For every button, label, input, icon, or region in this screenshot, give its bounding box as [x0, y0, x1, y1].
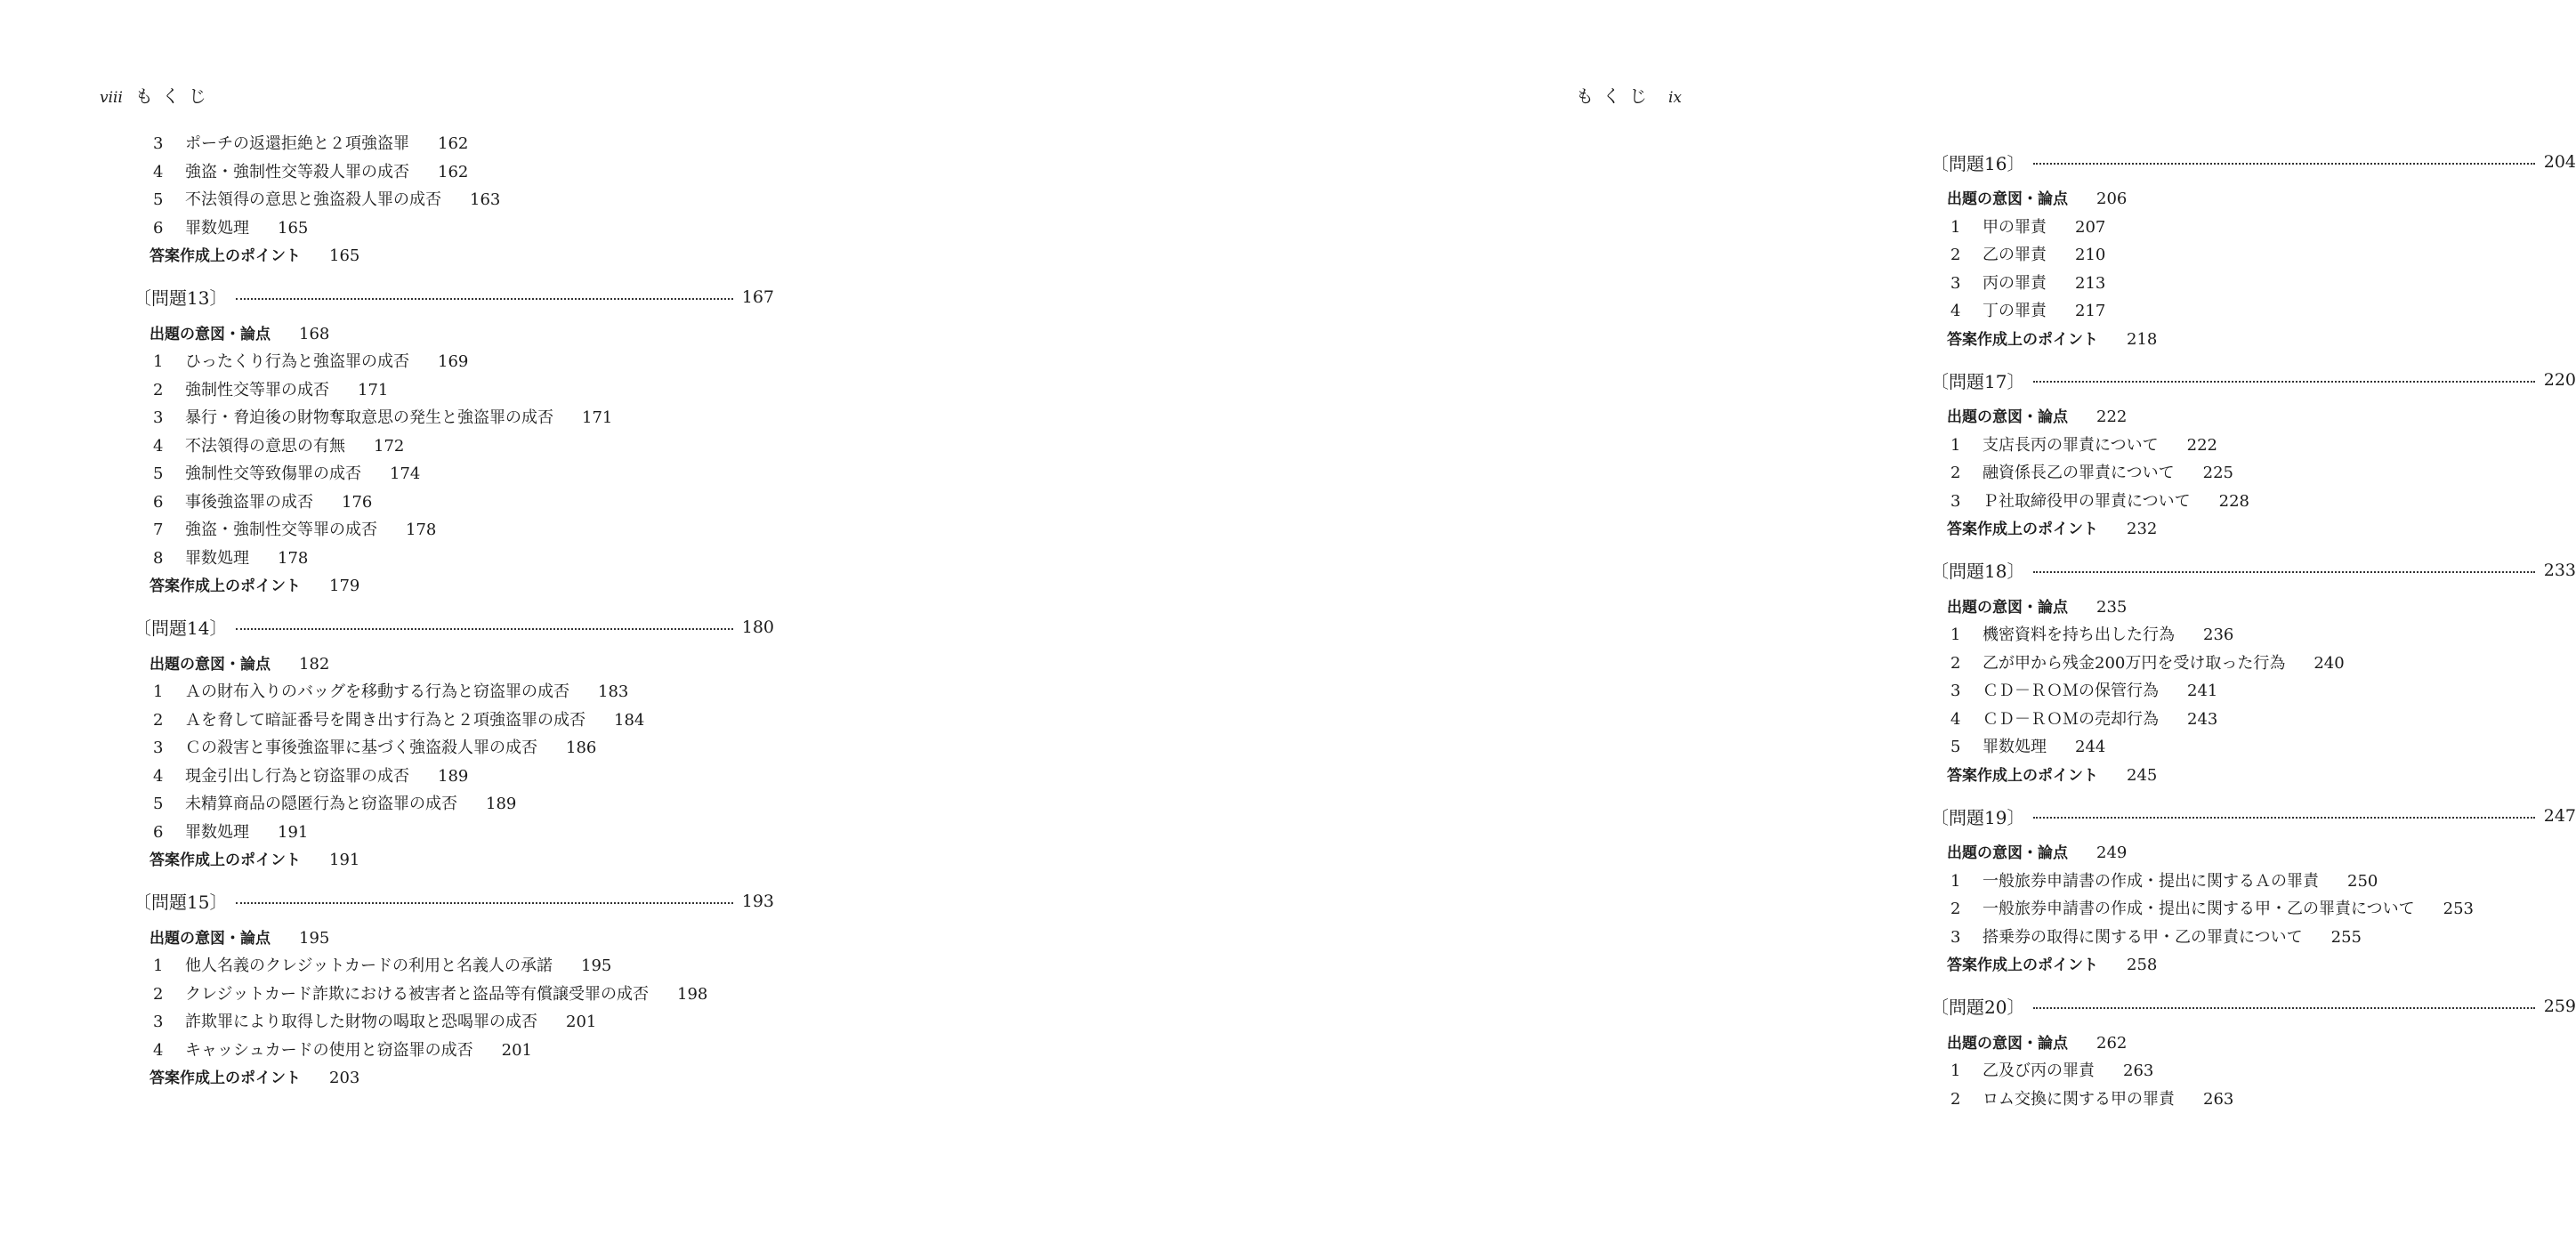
points-entry-label: 答案作成上のポイント — [1947, 521, 2098, 538]
folio-left: viii — [100, 89, 123, 107]
item-page: 178 — [406, 521, 437, 539]
points-entry-page: 179 — [329, 577, 360, 595]
item-number: 6 — [153, 492, 164, 512]
intent-entry-page: 222 — [2096, 408, 2128, 426]
item-page: 169 — [438, 352, 469, 371]
intent-entry[interactable] — [1931, 593, 2576, 622]
problem-title: 〔問題18〕 — [1931, 561, 2025, 582]
points-entry[interactable] — [1931, 515, 2576, 544]
intent-entry-label: 出題の意図・論点 — [1947, 844, 2068, 862]
intent-entry[interactable] — [133, 650, 774, 679]
item-title: 他人名義のクレジットカードの利用と名義人の承諾 — [185, 956, 553, 975]
problem-title: 〔問題13〕 — [133, 287, 228, 309]
intent-entry[interactable] — [1931, 185, 2576, 214]
points-entry[interactable] — [133, 846, 774, 875]
points-entry-page: 258 — [2127, 956, 2158, 974]
item-number: 3 — [153, 134, 164, 153]
item-title: 甲の罪責 — [1982, 217, 2047, 237]
toc-item[interactable] — [1931, 924, 2576, 952]
item-number: 5 — [1950, 738, 1961, 756]
toc-item[interactable] — [1931, 432, 2576, 460]
item-page: 255 — [2330, 927, 2362, 947]
intent-entry[interactable] — [133, 924, 774, 953]
intent-entry-page: 206 — [2096, 190, 2128, 208]
intent-entry-label: 出題の意図・論点 — [1947, 598, 2068, 617]
item-title: Ｐ社取締役甲の罪責について — [1982, 491, 2191, 511]
item-page: 165 — [278, 218, 309, 238]
toc-item[interactable] — [133, 1008, 774, 1037]
item-page: 178 — [278, 548, 309, 568]
problem-page: 193 — [741, 891, 774, 911]
item-page: 184 — [614, 710, 645, 730]
toc-item[interactable] — [133, 819, 774, 847]
toc-item[interactable] — [1931, 1085, 2576, 1114]
points-entry-page: 218 — [2127, 329, 2158, 349]
toc-item[interactable] — [133, 158, 774, 187]
item-number: 4 — [1950, 709, 1961, 729]
toc-item[interactable] — [1931, 459, 2576, 488]
item-number: 4 — [153, 436, 164, 456]
toc-item[interactable] — [133, 1037, 774, 1065]
toc-item[interactable] — [1931, 1057, 2576, 1085]
intent-entry-label: 出題の意図・論点 — [1947, 190, 2068, 208]
problem-page: 204 — [2543, 152, 2576, 172]
item-title: 不法領得の意思と強盗殺人罪の成否 — [185, 190, 441, 209]
points-entry[interactable] — [133, 242, 774, 270]
toc-item[interactable] — [133, 376, 774, 405]
toc-item[interactable] — [133, 706, 774, 735]
toc-item[interactable] — [1931, 733, 2576, 762]
item-page: 186 — [566, 738, 597, 757]
dot-leader — [236, 298, 732, 300]
toc-item[interactable] — [133, 348, 774, 376]
item-page: 243 — [2187, 709, 2218, 729]
points-entry-page: 232 — [2127, 520, 2158, 538]
dot-leader — [2033, 817, 2534, 819]
item-title: Ａの財布入りのバッグを移動する行為と窃盗罪の成否 — [185, 682, 569, 701]
item-page: 263 — [2203, 1089, 2234, 1109]
points-entry-label: 答案作成上のポイント — [1947, 766, 2098, 785]
item-title: 不法領得の意思の有無 — [185, 436, 345, 456]
item-number: 2 — [1950, 1089, 1961, 1109]
problem-heading[interactable] — [1931, 989, 2576, 1024]
problem-heading[interactable] — [1931, 362, 2576, 398]
item-title: 事後強盗罪の成否 — [185, 492, 313, 512]
problem-title: 〔問題14〕 — [133, 617, 228, 639]
problem-page: 247 — [2543, 806, 2576, 826]
item-number: 6 — [153, 218, 164, 238]
item-page: 236 — [2203, 625, 2234, 644]
toc-left — [133, 130, 774, 1093]
item-number: 2 — [1950, 653, 1961, 673]
item-page: 183 — [598, 682, 629, 701]
item-number: 2 — [1950, 246, 1961, 264]
intent-entry[interactable] — [1931, 839, 2576, 868]
problem-heading[interactable] — [133, 884, 774, 919]
item-page: 195 — [581, 956, 612, 975]
intent-entry-label: 出題の意図・論点 — [149, 655, 271, 674]
item-page: 244 — [2075, 738, 2106, 756]
intent-entry-label: 出題の意図・論点 — [1947, 1034, 2068, 1053]
dot-leader — [2033, 1007, 2534, 1009]
problem-heading[interactable] — [1931, 553, 2576, 588]
item-page: 250 — [2347, 871, 2378, 891]
toc-item[interactable] — [133, 516, 774, 545]
item-page: 240 — [2314, 653, 2345, 673]
item-title: 乙及び丙の罪責 — [1982, 1061, 2095, 1080]
problem-title: 〔問題17〕 — [1931, 370, 2025, 392]
item-title: 丙の罪責 — [1982, 273, 2047, 293]
toc-item[interactable] — [1931, 868, 2576, 896]
item-number: 5 — [153, 190, 164, 209]
item-title: 強盗・強制性交等殺人罪の成否 — [185, 162, 409, 182]
toc-right — [1931, 144, 2576, 1113]
item-number: 3 — [1950, 682, 1961, 700]
item-page: 176 — [342, 492, 373, 512]
item-page: 222 — [2186, 435, 2217, 455]
item-number: 2 — [153, 710, 164, 730]
item-number: 3 — [153, 1013, 164, 1031]
toc-item[interactable] — [133, 678, 774, 706]
item-number: 1 — [153, 956, 164, 975]
dot-leader — [2033, 381, 2534, 383]
item-title: 罪数処理 — [185, 218, 249, 238]
item-title: 現金引出し行為と窃盗罪の成否 — [185, 766, 409, 786]
running-head-title: もくじ — [134, 85, 215, 107]
right-page — [890, 0, 2576, 1259]
dot-leader — [236, 628, 732, 630]
item-page: 172 — [374, 436, 405, 456]
points-entry-label: 答案作成上のポイント — [1947, 330, 2098, 349]
intent-entry-page: 262 — [2096, 1033, 2128, 1053]
item-page: 198 — [677, 984, 708, 1004]
item-page: 162 — [438, 134, 469, 153]
item-page: 191 — [278, 822, 309, 842]
item-number: 1 — [1950, 871, 1961, 891]
item-number: 8 — [153, 548, 164, 568]
item-title: ＣＤ－ＲＯＭの保管行為 — [1982, 682, 2159, 700]
points-entry-label: 答案作成上のポイント — [149, 1069, 301, 1087]
item-number: 2 — [1950, 464, 1961, 482]
item-title: 罪数処理 — [1982, 738, 2047, 756]
item-number: 4 — [153, 1040, 164, 1060]
item-page: 189 — [438, 766, 469, 786]
problem-heading[interactable] — [133, 279, 774, 315]
toc-item[interactable] — [1931, 297, 2576, 326]
item-page: 225 — [2202, 464, 2233, 482]
running-head-left — [100, 82, 215, 108]
dot-leader — [236, 902, 732, 904]
problem-page: 180 — [741, 617, 774, 637]
item-title: 罪数処理 — [185, 822, 249, 842]
problem-title: 〔問題20〕 — [1931, 997, 2025, 1018]
points-entry[interactable] — [1931, 951, 2576, 980]
points-entry[interactable] — [133, 572, 774, 601]
item-title: 一般旅券申請書の作成・提出に関するＡの罪責 — [1982, 871, 2319, 891]
item-title: ひったくり行為と強盗罪の成否 — [185, 352, 409, 371]
item-page: 163 — [470, 190, 501, 209]
item-page: 171 — [582, 408, 613, 427]
item-title: 搭乗券の取得に関する甲・乙の罪責について — [1982, 927, 2303, 947]
toc-item[interactable] — [1931, 488, 2576, 516]
running-head-title: もくじ — [1575, 85, 1656, 107]
toc-item[interactable] — [1931, 895, 2576, 924]
item-title: 暴行・脅迫後の財物奪取意思の発生と強盗罪の成否 — [185, 408, 553, 427]
item-number: 1 — [1950, 435, 1961, 455]
item-number: 3 — [153, 738, 164, 757]
problem-heading[interactable] — [133, 609, 774, 645]
item-title: クレジットカード詐欺における被害者と盗品等有償譲受罪の成否 — [185, 984, 650, 1004]
item-title: Ｃの殺害と事後強盗罪に基づく強盗殺人罪の成否 — [185, 738, 537, 757]
left-page — [0, 0, 890, 1259]
item-page: 162 — [438, 162, 469, 182]
item-number: 1 — [153, 352, 164, 371]
item-number: 4 — [1950, 302, 1961, 320]
points-entry-page: 245 — [2127, 765, 2158, 785]
points-entry-label: 答案作成上のポイント — [149, 247, 301, 265]
item-title: 強盗・強制性交等罪の成否 — [185, 521, 377, 539]
problem-title: 〔問題15〕 — [133, 892, 228, 913]
running-head-right — [1576, 82, 1682, 108]
item-page: 174 — [390, 464, 421, 483]
points-entry-label: 答案作成上のポイント — [149, 577, 301, 595]
item-title: 融資係長乙の罪責について — [1982, 464, 2175, 482]
intent-entry-label: 出題の意図・論点 — [1947, 408, 2068, 426]
item-number: 4 — [153, 766, 164, 786]
toc-item[interactable] — [133, 432, 774, 461]
toc-item[interactable] — [133, 460, 774, 488]
item-number: 1 — [1950, 625, 1961, 644]
item-title: ＣＤ－ＲＯＭの売却行為 — [1982, 709, 2159, 729]
toc-item[interactable] — [133, 790, 774, 819]
item-number: 3 — [1950, 491, 1961, 511]
item-title: 未精算商品の隠匿行為と窃盗罪の成否 — [185, 795, 457, 813]
toc-item[interactable] — [1931, 214, 2576, 242]
toc-item[interactable] — [1931, 621, 2576, 650]
item-number: 1 — [1950, 217, 1961, 237]
item-number: 4 — [153, 162, 164, 182]
problem-page: 220 — [2543, 370, 2576, 390]
item-page: 213 — [2075, 273, 2106, 293]
item-title: ロム交換に関する甲の罪責 — [1982, 1089, 2175, 1109]
item-title: 乙が甲から残金200万円を受け取った行為 — [1982, 653, 2286, 673]
points-entry-page: 165 — [329, 246, 360, 265]
item-page: 210 — [2075, 246, 2106, 264]
item-number: 5 — [153, 464, 164, 483]
points-entry-page: 191 — [329, 851, 360, 869]
item-page: 253 — [2443, 900, 2474, 918]
item-number: 6 — [153, 822, 164, 842]
toc-item[interactable] — [133, 186, 774, 214]
item-title: 強制性交等致傷罪の成否 — [185, 464, 361, 483]
item-title: 支店長丙の罪責について — [1982, 435, 2159, 455]
intent-entry-label: 出題の意図・論点 — [149, 929, 271, 948]
toc-item[interactable] — [1931, 241, 2576, 270]
dot-leader — [2033, 571, 2534, 573]
item-page: 263 — [2123, 1061, 2154, 1080]
item-title: Ａを脅して暗証番号を聞き出す行為と２項強盗罪の成否 — [185, 710, 585, 730]
intent-entry-page: 168 — [299, 324, 330, 343]
toc-item[interactable] — [1931, 270, 2576, 298]
toc-item[interactable] — [133, 981, 774, 1009]
item-page: 201 — [501, 1040, 532, 1060]
item-number: 5 — [153, 795, 164, 813]
item-title: 強制性交等罪の成否 — [185, 380, 329, 399]
points-entry-page: 203 — [329, 1069, 360, 1087]
toc-item[interactable] — [133, 214, 774, 243]
toc-item[interactable] — [133, 130, 774, 158]
item-number: 3 — [1950, 927, 1961, 947]
problem-page: 233 — [2543, 560, 2576, 580]
item-page: 171 — [358, 380, 389, 399]
item-page: 189 — [486, 795, 517, 813]
folio-right: ix — [1668, 89, 1682, 107]
toc-item[interactable] — [133, 488, 774, 517]
intent-entry[interactable] — [1931, 1029, 2576, 1058]
problem-page: 259 — [2543, 996, 2576, 1016]
problem-title: 〔問題19〕 — [1931, 806, 2025, 828]
problem-page: 167 — [741, 287, 774, 307]
points-entry-label: 答案作成上のポイント — [1947, 956, 2098, 974]
toc-item[interactable] — [133, 763, 774, 791]
intent-entry-page: 249 — [2096, 843, 2128, 862]
dot-leader — [2033, 163, 2534, 165]
item-number: 7 — [153, 521, 164, 539]
item-number: 2 — [153, 380, 164, 399]
points-entry-label: 答案作成上のポイント — [149, 851, 301, 869]
toc-item[interactable] — [1931, 650, 2576, 678]
item-page: 217 — [2075, 302, 2106, 320]
intent-entry-label: 出題の意図・論点 — [149, 325, 271, 343]
toc-item[interactable] — [133, 952, 774, 981]
item-title: 罪数処理 — [185, 548, 249, 568]
item-page: 207 — [2075, 217, 2106, 237]
toc-item[interactable] — [133, 545, 774, 573]
intent-entry-page: 235 — [2096, 597, 2128, 617]
item-number: 3 — [1950, 273, 1961, 293]
item-title: 機密資料を持ち出した行為 — [1982, 625, 2175, 644]
toc-item[interactable] — [1931, 677, 2576, 706]
item-title: キャッシュカードの使用と窃盗罪の成否 — [185, 1040, 473, 1060]
points-entry[interactable] — [133, 1064, 774, 1093]
item-page: 241 — [2187, 682, 2218, 700]
item-number: 3 — [153, 408, 164, 427]
item-number: 1 — [1950, 1061, 1961, 1080]
problem-heading[interactable] — [1931, 144, 2576, 180]
item-title: 詐欺罪により取得した財物の喝取と恐喝罪の成否 — [185, 1013, 537, 1031]
intent-entry-page: 195 — [299, 928, 330, 948]
item-title: ポーチの返還拒絶と２項強盗罪 — [185, 134, 409, 153]
item-page: 228 — [2218, 491, 2249, 511]
intent-entry[interactable] — [133, 320, 774, 349]
toc-item[interactable] — [133, 734, 774, 763]
points-entry[interactable] — [1931, 326, 2576, 354]
item-title: 丁の罪責 — [1982, 302, 2047, 320]
intent-entry-page: 182 — [299, 654, 330, 674]
intent-entry[interactable] — [1931, 403, 2576, 432]
item-number: 1 — [153, 682, 164, 701]
points-entry[interactable] — [1931, 762, 2576, 790]
toc-item[interactable] — [133, 404, 774, 432]
toc-item[interactable] — [1931, 706, 2576, 734]
item-title: 乙の罪責 — [1982, 246, 2047, 264]
item-page: 201 — [566, 1013, 597, 1031]
item-number: 2 — [1950, 900, 1961, 918]
problem-heading[interactable] — [1931, 798, 2576, 834]
item-title: 一般旅券申請書の作成・提出に関する甲・乙の罪責について — [1982, 900, 2415, 918]
item-number: 2 — [153, 984, 164, 1004]
problem-title: 〔問題16〕 — [1931, 152, 2025, 174]
